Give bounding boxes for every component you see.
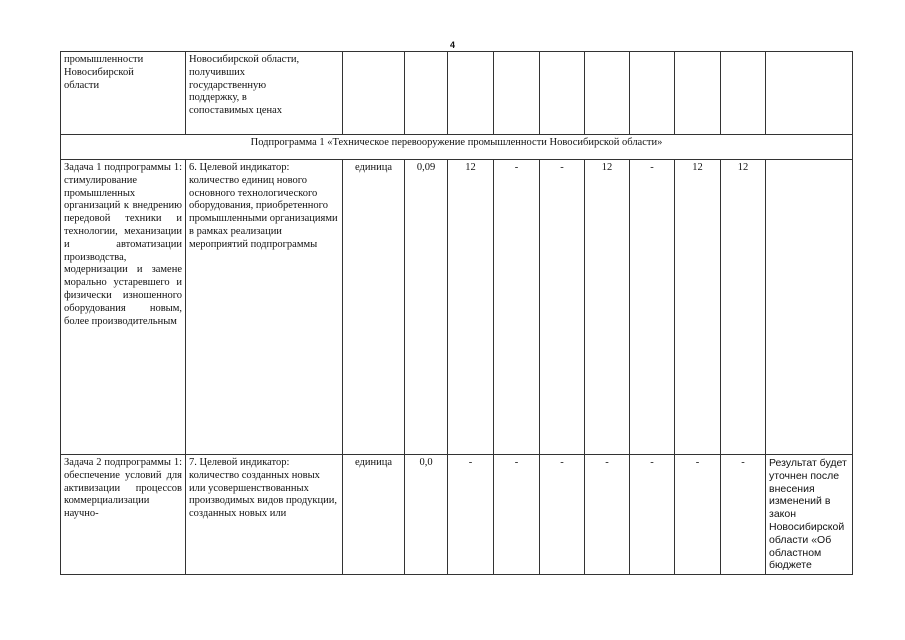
value-cell: - (630, 455, 675, 575)
value-cell: - (448, 455, 494, 575)
indicators-table (60, 51, 853, 575)
value-cell: - (721, 455, 766, 575)
value-cell: 12 (721, 160, 766, 455)
unit-cell: единица (343, 160, 405, 455)
indicator-cell: 7. Целевой индикатор: количество созданных новых или усовершенствованных производимых видов продукции, созданных новых или (186, 455, 343, 575)
indicator-cell: Новосибирской области, получивших государственную поддержку, в сопоставимых ценах (186, 52, 343, 135)
unit-cell: единица (343, 455, 405, 575)
task-cell: Задача 2 подпрограммы 1: обеспечение условий для активизации процессов коммерциализации научно- (61, 455, 186, 575)
table-row (61, 160, 853, 455)
note-cell: Результат будет уточнен после внесения изменений в закон Новосибирской области «Об областном бюджете (766, 455, 853, 575)
value-cell: - (540, 160, 585, 455)
value-cell: 12 (448, 160, 494, 455)
value-cell: - (585, 455, 630, 575)
task-cell: промышленности Новосибирской области (61, 52, 186, 135)
value-cell: - (675, 455, 721, 575)
table-row (61, 455, 853, 575)
value-cell: - (630, 160, 675, 455)
weight-cell: 0,09 (405, 160, 448, 455)
indicator-cell: 6. Целевой индикатор: количество единиц нового основного технологического оборудования, приобретенного промышленными организациями в рамках реализации мероприятий подпрограммы (186, 160, 343, 455)
task-cell: Задача 1 подпрограммы 1: стимулирование промышленных организаций к внедрению передовой техники и технологии, механизации и автоматизации производства, модернизации и замене морально устаревшего и физически изношенного оборудования новым, более производительным (61, 160, 186, 455)
note-cell (766, 160, 853, 455)
table-row (61, 52, 853, 135)
value-cell: - (494, 160, 540, 455)
weight-cell: 0,0 (405, 455, 448, 575)
subprogram-row (61, 135, 853, 160)
value-cell: 12 (675, 160, 721, 455)
subprogram-title: Подпрограмма 1 «Техническое перевооружение промышленности Новосибирской области» (61, 135, 853, 160)
value-cell: - (540, 455, 585, 575)
value-cell: 12 (585, 160, 630, 455)
value-cell: - (494, 455, 540, 575)
page-number: 4 (449, 40, 455, 50)
